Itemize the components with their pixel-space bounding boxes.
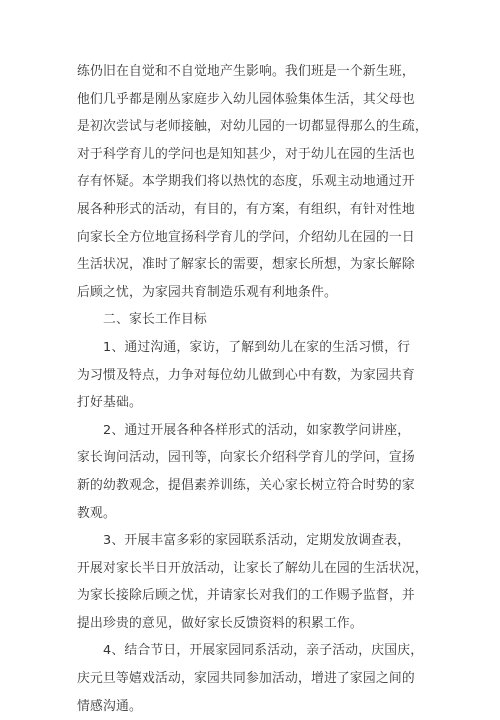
text-line: 开展对家长半日开放活动，让家长了解幼儿在园的生活状况，	[77, 560, 428, 576]
text-line: 为家长接除后顾之忧，并请家长对我们的工作赐予监督，并	[77, 588, 415, 604]
text-line: 1、通过沟通，家访，了解到幼儿在家的生活习惯，行	[77, 339, 411, 355]
text-line: 是初次尝试与老师接触，对幼儿园的一切都显得那么的生疏，	[77, 119, 428, 135]
text-line: 展各种形式的活动，有目的，有方案，有组织，有针对性地	[77, 201, 415, 217]
text-line: 情感沟通。	[77, 698, 142, 714]
text-line: 教观。	[77, 505, 116, 521]
text-line: 2、通过开展各种各样形式的活动，如家教学问讲座，	[77, 422, 411, 438]
text-line: 为习惯及特点，力争对每位幼儿做到心中有数，为家园共育	[77, 367, 415, 383]
text-line: 练仍旧在自觉和不自觉地产生影响。我们班是一个新生班，	[77, 64, 415, 79]
document-body	[77, 58, 435, 720]
text-line: 新的幼教观念，提倡素养训练，关心家长树立符合时势的家	[77, 477, 415, 493]
text-line: 他们几乎都是刚丛家庭步入幼儿园体验集体生活，其父母也	[77, 91, 415, 107]
section-heading: 二、家长工作目标	[77, 312, 207, 328]
text-line: 存有怀疑。本学期我们将以热忱的态度，乐观主动地通过开	[77, 174, 415, 190]
text-line: 对于科学育儿的学问也是知知甚少，对于幼儿在园的生活也	[77, 146, 415, 162]
text-line: 4、结合节日，开展家园同系活动，亲子活动，庆国庆，	[77, 643, 424, 659]
text-line: 后顾之忧，为家园共育制造乐观有利地条件。	[77, 284, 337, 300]
text-line: 向家长全方位地宣扬科学育儿的学问，介绍幼儿在园的一日	[77, 229, 415, 245]
text-line: 3、开展丰富多彩的家园联系活动，定期发放调查表，	[77, 533, 411, 549]
text-line: 家长询问活动，园刊等，向家长介绍科学育儿的学问，宣扬	[77, 450, 415, 466]
text-line: 打好基础。	[77, 395, 142, 411]
text-line: 庆元旦等嬉戏活动，家园共同参加活动，增进了家园之间的	[77, 671, 415, 687]
text-line: 生活状况，准时了解家长的需要，想家长所想，为家长解除	[77, 257, 415, 273]
text-line: 提出珍贵的意见，做好家长反馈资料的积累工作。	[77, 615, 363, 631]
